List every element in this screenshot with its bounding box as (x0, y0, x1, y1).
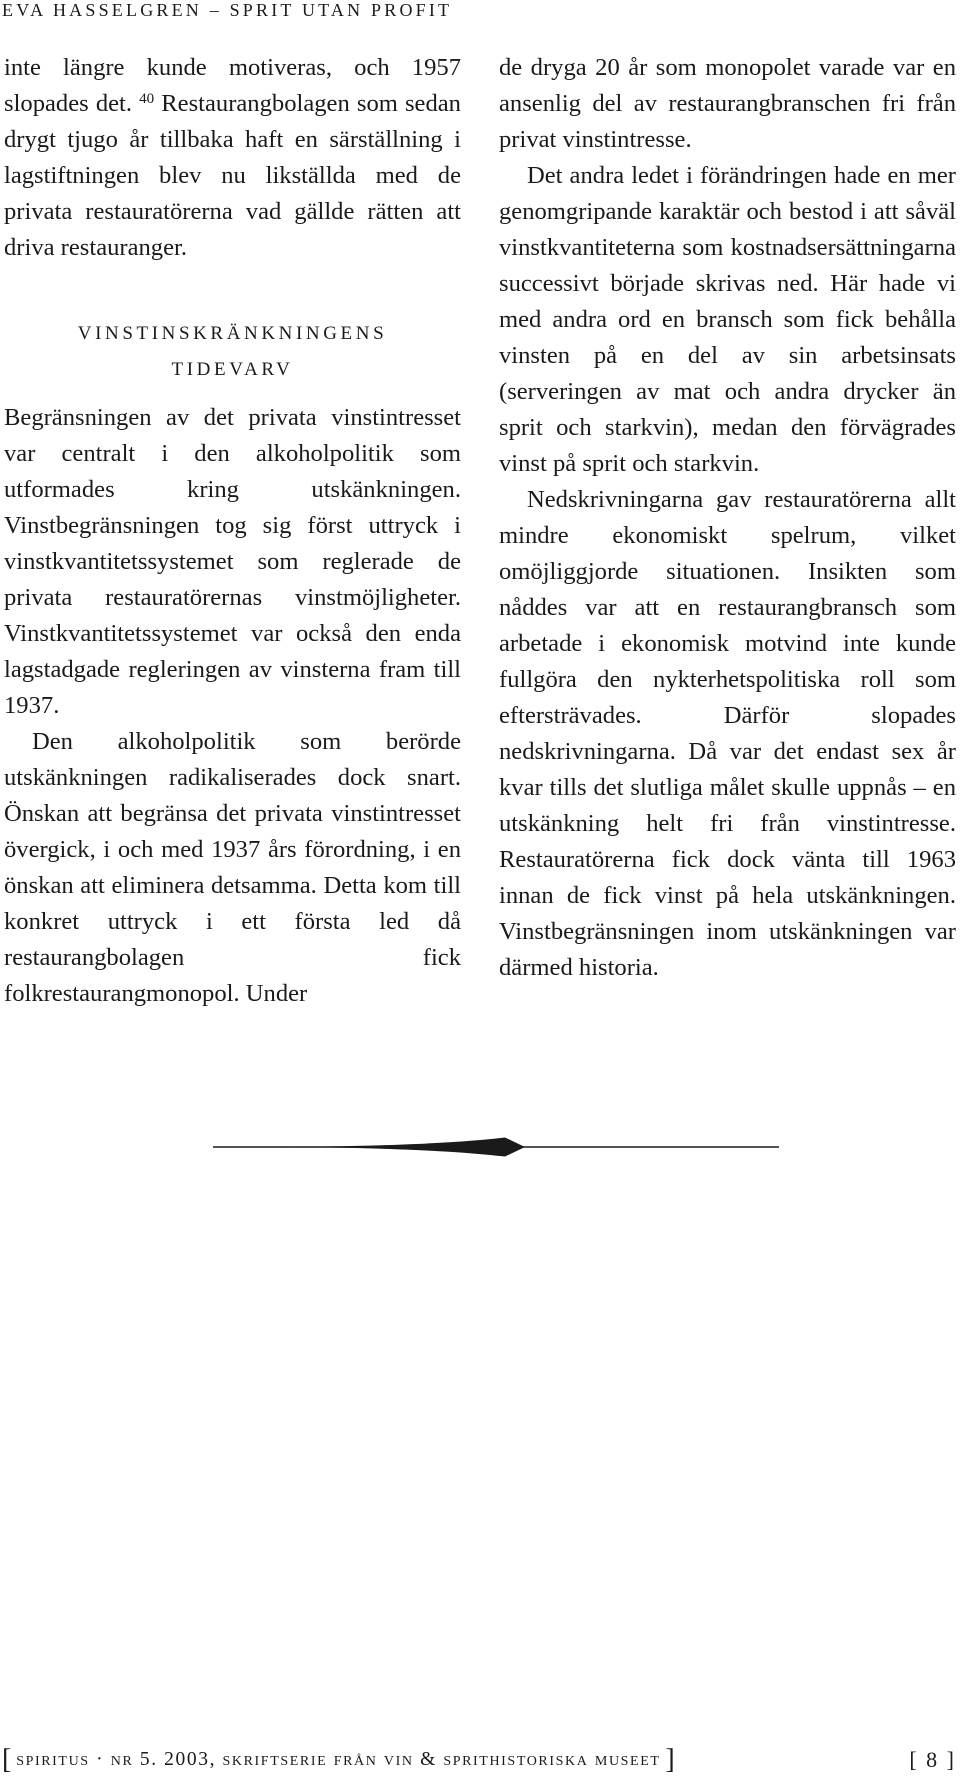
paragraph: Begränsningen av det privata vinstintresset var centralt i den alkoholpolitik som utformades kring utskänkningen. Vinstbegränsningen tog sig först uttryck i vinstkvantitetssystemet som reglerade de privata restauratörernas vinstmöjligheter. Vinstkvantitetssystemet var också den enda lagstadgade regleringen av vinsterna fram till 1937. (4, 404, 461, 719)
publication-name (16, 1749, 660, 1770)
footer-open-bracket: [ (2, 1744, 12, 1775)
section-heading (4, 316, 461, 388)
paragraph: Nedskrivningarna gav restauratörerna allt mindre ekonomiskt spelrum, vilket omöjliggjorde situationen. Insikten som nåddes var att en restaurangbransch som arbetade i ekonomisk motvind inte kunde fullgöra den nykterhetspolitiska roll som eftersträvades. Därför slopades nedskrivningarna. Då var det endast sex år kvar tills det slutliga målet skulle uppnås – en utskänkning helt fri från vinstintresse. Restauratörerna fick dock vänta till 1963 innan de fick vinst på hela utskänkningen. Vinstbegränsningen inom utskänkningen var därmed historia. (499, 486, 956, 981)
footer-close-bracket: ] (665, 1744, 675, 1775)
publication-name-part: , skriftserie från vin & sprithistoriska museet (209, 1749, 661, 1770)
paragraph-text: Restaurangbolagen som sedan drygt tjugo år tillbaka haft en särställning i lagstiftningen blev nu likställda med de privata restauratörerna vad gällde rätten att driva restauranger. (4, 90, 461, 261)
section-end-ornament (213, 1135, 779, 1159)
right-column (499, 50, 956, 986)
paragraph: Den alkoholpolitik som berörde utskänkningen radikaliserades dock snart. Önskan att begränsa det privata vinstintresset övergick, i och med 1937 års förordning, i en önskan att eliminera detsamma. Detta kom till konkret uttryck i ett första led då restaurangbolagen fick folkrestaurangmonopol. Under (4, 728, 461, 1007)
page-footer (2, 1745, 956, 1775)
footnote-reference[interactable]: 40 (139, 91, 155, 107)
section-heading-line: VINSTINSKRÄNKNINGENS (77, 323, 388, 344)
paragraph-text: inte längre kunde motiveras, och 1957 slopades det. (4, 54, 461, 117)
publication-name-part: spiritus · nr (16, 1749, 140, 1770)
page-number: [ 8 ] (909, 1747, 956, 1772)
running-head: EVA HASSELGREN – SPRIT UTAN PROFIT (2, 0, 453, 20)
left-column (4, 50, 461, 1012)
section-heading-line: TIDEVARV (171, 359, 294, 380)
issue-number: 5. 2003 (139, 1749, 210, 1770)
paragraph (4, 50, 461, 266)
paragraph: de dryga 20 år som monopolet varade var en ansenlig del av restaurangbranschen fri från privat vinstintresse. (499, 54, 956, 153)
paragraph: Det andra ledet i förändringen hade en mer genomgripande karaktär och bestod i att såväl vinstkvantiteterna som kostnadsersättningarna successivt började skrivas ned. Här hade vi med andra ord en bransch som fick behålla vinsten på en del av sin arbetsinsats (serveringen av mat och andra drycker än sprit och starkvin), medan den förvägrades vinst på sprit och starkvin. (499, 162, 956, 477)
